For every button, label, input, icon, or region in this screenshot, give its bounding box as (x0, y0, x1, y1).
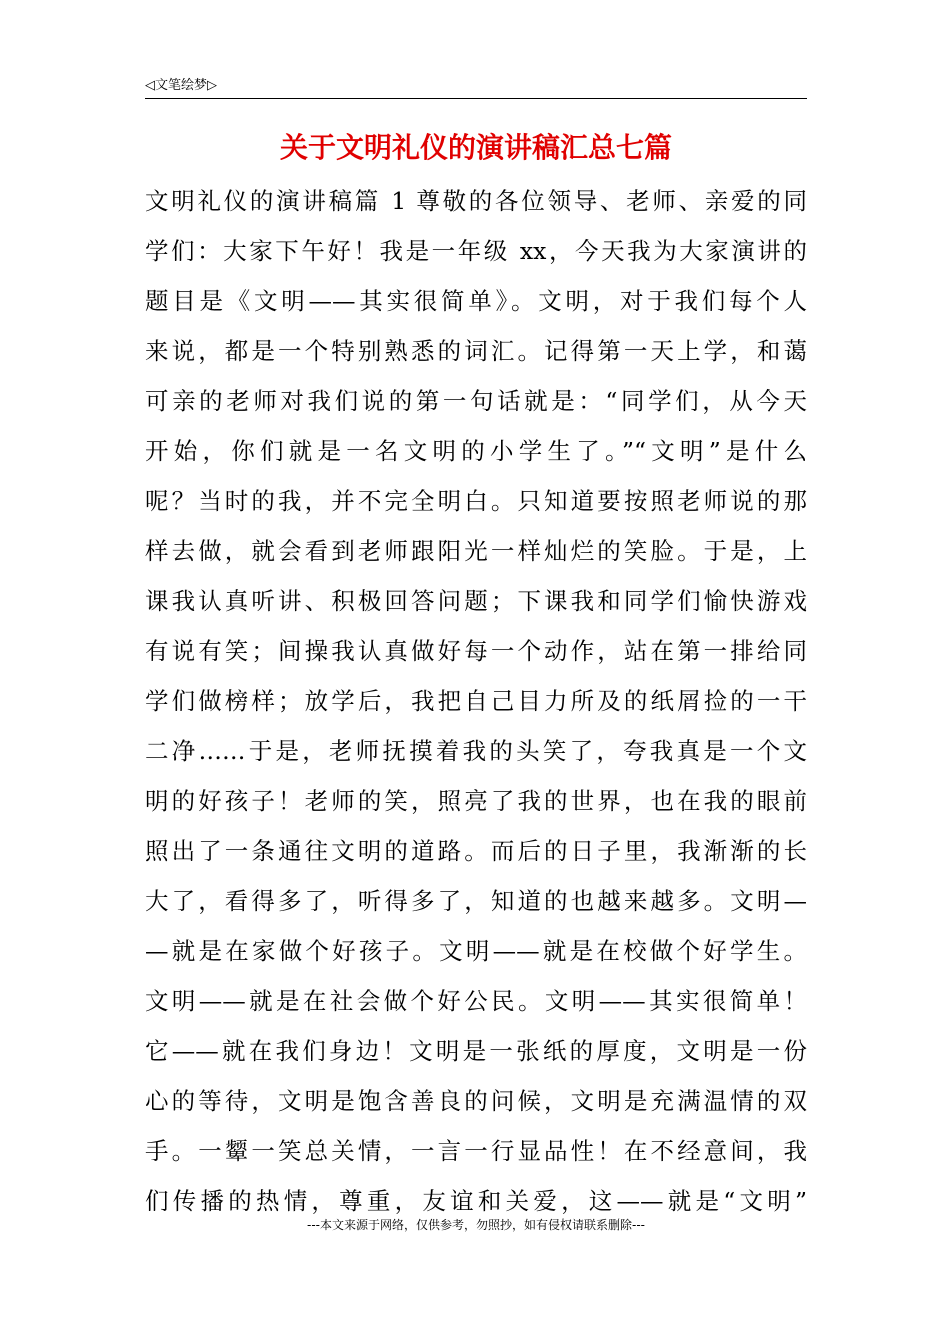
body-line: 题目是《文明——其实很简单》。文明，对于我们每个人 (145, 287, 807, 315)
body-line: 手。一颦一笑总关情，一言一行显品性！在不经意间，我 (145, 1137, 807, 1165)
body-line: 学们：大家下午好！我是一年级 xx，今天我为大家演讲的 (145, 237, 807, 265)
body-line: 它——就在我们身边！文明是一张纸的厚度，文明是一份 (145, 1037, 807, 1065)
body-line: 文明礼仪的演讲稿篇 1 尊敬的各位领导、老师、亲爱的同 (145, 187, 807, 215)
body-line: 学们做榜样；放学后，我把自己目力所及的纸屑捡的一干 (145, 687, 807, 715)
body-line: 照出了一条通往文明的道路。而后的日子里，我渐渐的长 (145, 837, 807, 865)
body-line: 来说，都是一个特别熟悉的词汇。记得第一天上学，和蔼 (145, 337, 807, 365)
body-line: 有说有笑；间操我认真做好每一个动作，站在第一排给同 (145, 637, 807, 665)
body-line: 二净……于是，老师抚摸着我的头笑了，夸我真是一个文 (145, 737, 807, 765)
body-line: 呢？当时的我，并不完全明白。只知道要按照老师说的那 (145, 487, 807, 515)
body-line: 大了，看得多了，听得多了，知道的也越来越多。文明— (145, 887, 807, 915)
body-line: 们传播的热情，尊重，友谊和关爱，这——就是“文明” (145, 1187, 807, 1215)
body-line: 可亲的老师对我们说的第一句话就是：“同学们，从今天 (145, 387, 807, 415)
body-line: 开始，你们就是一名文明的小学生了。”“文明”是什么 (145, 437, 807, 465)
document-body (145, 176, 807, 1226)
header-label: ◁文笔绘梦▷ (145, 78, 217, 93)
body-line: 心的等待，文明是饱含善良的问候，文明是充满温情的双 (145, 1087, 807, 1115)
body-line: 文明——就是在社会做个好公民。文明——其实很简单！ (145, 987, 807, 1015)
body-line: 样去做，就会看到老师跟阳光一样灿烂的笑脸。于是，上 (145, 537, 807, 565)
body-line: 课我认真听讲、积极回答问题；下课我和同学们愉快游戏 (145, 587, 807, 615)
body-line: 明的好孩子！老师的笑，照亮了我的世界，也在我的眼前 (145, 787, 807, 815)
document-title: 关于文明礼仪的演讲稿汇总七篇 (279, 131, 672, 164)
page-header (145, 70, 807, 99)
footer-notice: ---本文来源于网络，仅供参考，勿照抄，如有侵权请联系删除--- (307, 1218, 645, 1232)
body-line: —就是在家做个好孩子。文明——就是在校做个好学生。 (145, 937, 807, 965)
